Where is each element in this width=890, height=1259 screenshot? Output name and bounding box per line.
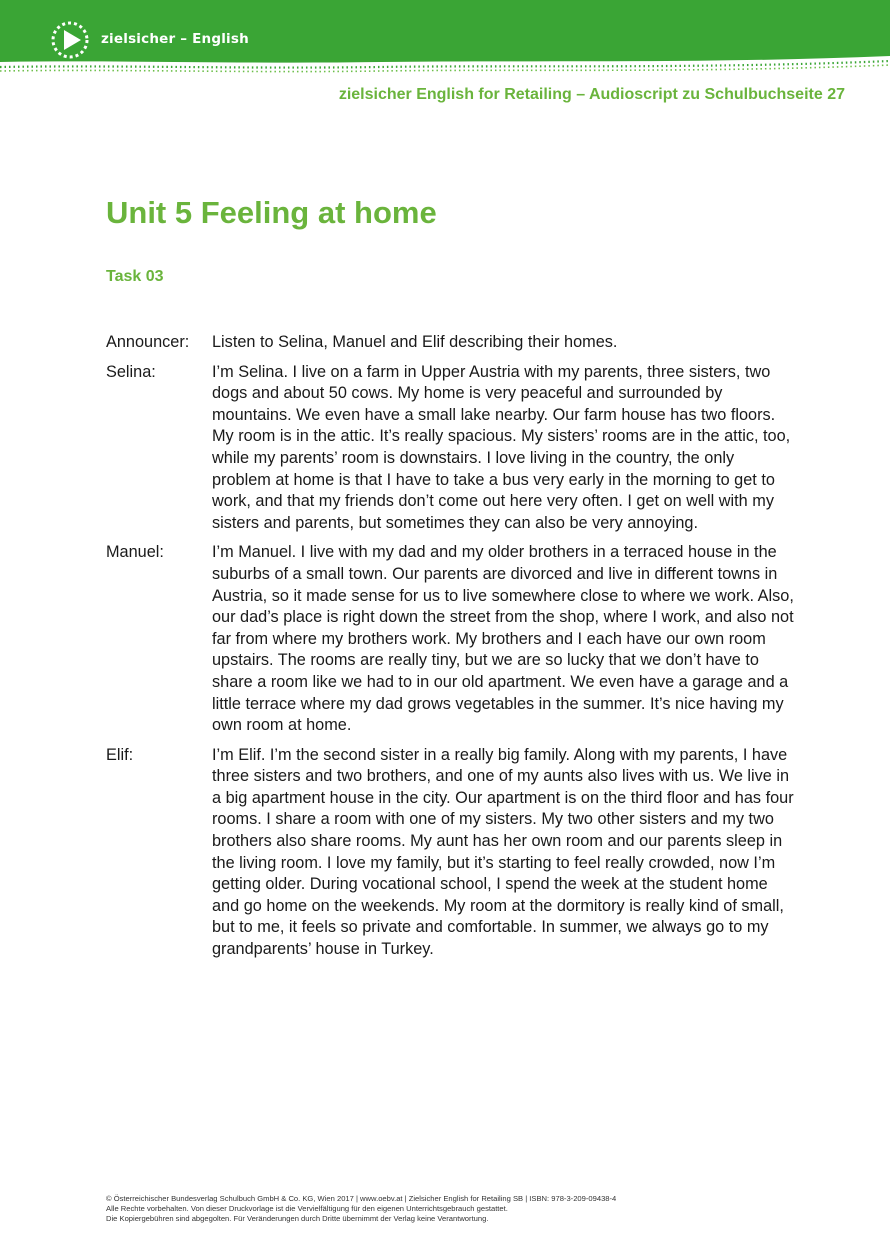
- audioscript: [106, 332, 796, 969]
- task-label: Task 03: [106, 268, 164, 285]
- footer-line: Die Kopiergebühren sind abgegolten. Für Veränderungen durch Dritte übernimmt der Verlag keine Verantwortung.: [106, 1214, 489, 1223]
- script-entry-elif: [106, 745, 796, 961]
- speaker-label: Elif:: [106, 745, 134, 764]
- unit-title: Unit 5 Feeling at home: [106, 195, 437, 230]
- script-entry-announcer: [106, 332, 796, 354]
- copyright-footer: [106, 1194, 616, 1224]
- speech-text: Listen to Selina, Manuel and Elif describing their homes.: [212, 333, 618, 351]
- page-subtitle: zielsicher English for Retailing – Audioscript zu Schulbuchseite 27: [338, 86, 845, 103]
- speech-text: I’m Manuel. I live with my dad and my older brothers in a terraced house in the suburbs of a small town. Our parents are divorced and live in different towns in Austria, so it made sense for us to live somewhere close to where we work. Also, our dad’s place is right down the street from the shop, where I work, and also not far from where my brothers work. My brothers and I each have our own room upstairs. The rooms are really tiny, but we are so lucky that we don’t have to share a room like we had to in our old apartment. We even have a garage and a little terrace where my dad grows vegetables in the summer. It’s nice having my own room at home.: [212, 543, 794, 735]
- speech-text: I’m Elif. I’m the second sister in a really big family. Along with my parents, I have three sisters and two brothers, and one of my aunts also lives with us. We live in a big apartment house in the city. Our apartment is on the third floor and has four rooms. I share a room with one of my sisters. My two other sisters and my two brothers also share rooms. My aunt has her own room and our parents sleep in the living room. I love my family, but it’s starting to feel really crowded, now I’m getting older. During vocational school, I spend the week at the student home and go home on the weekends. My room at the dormitory is really kind of small, but to me, it feels so private and comfortable. In summer, we always go to my grandparents’ house in Turkey.: [212, 745, 794, 959]
- footer-line: Alle Rechte vorbehalten. Von dieser Druckvorlage ist die Vervielfältigung für den eigenen Unterrichtsgebrauch gestattet.: [106, 1204, 508, 1213]
- speaker-label: Manuel:: [106, 543, 164, 562]
- speaker-label: Selina:: [106, 362, 156, 381]
- script-entry-selina: [106, 362, 796, 535]
- speaker-label: Announcer:: [106, 333, 190, 351]
- script-entry-manuel: [106, 542, 796, 736]
- footer-line: © Österreichischer Bundesverlag Schulbuch GmbH & Co. KG, Wien 2017 | www.oebv.at | Zielsicher English for Retailing SB | ISBN: 978-3-209-09438-4: [106, 1194, 617, 1203]
- logo-text: zielsicher – English: [101, 31, 249, 47]
- speech-text: I’m Selina. I live on a farm in Upper Austria with my parents, three sisters, two dogs and about 50 cows. My home is very peaceful and surrounded by mountains. We even have a small lake nearby. Our farm house has two floors. My room is in the attic. It’s really spacious. My sisters’ rooms are in the attic, too, while my parents’ room is downstairs. I love living in the country, the only problem at home is that I have to take a bus very early in the morning to get to work, and that my friends don’t come out here very often. I get on well with my sisters and parents, but sometimes they can also be very annoying.: [212, 362, 791, 532]
